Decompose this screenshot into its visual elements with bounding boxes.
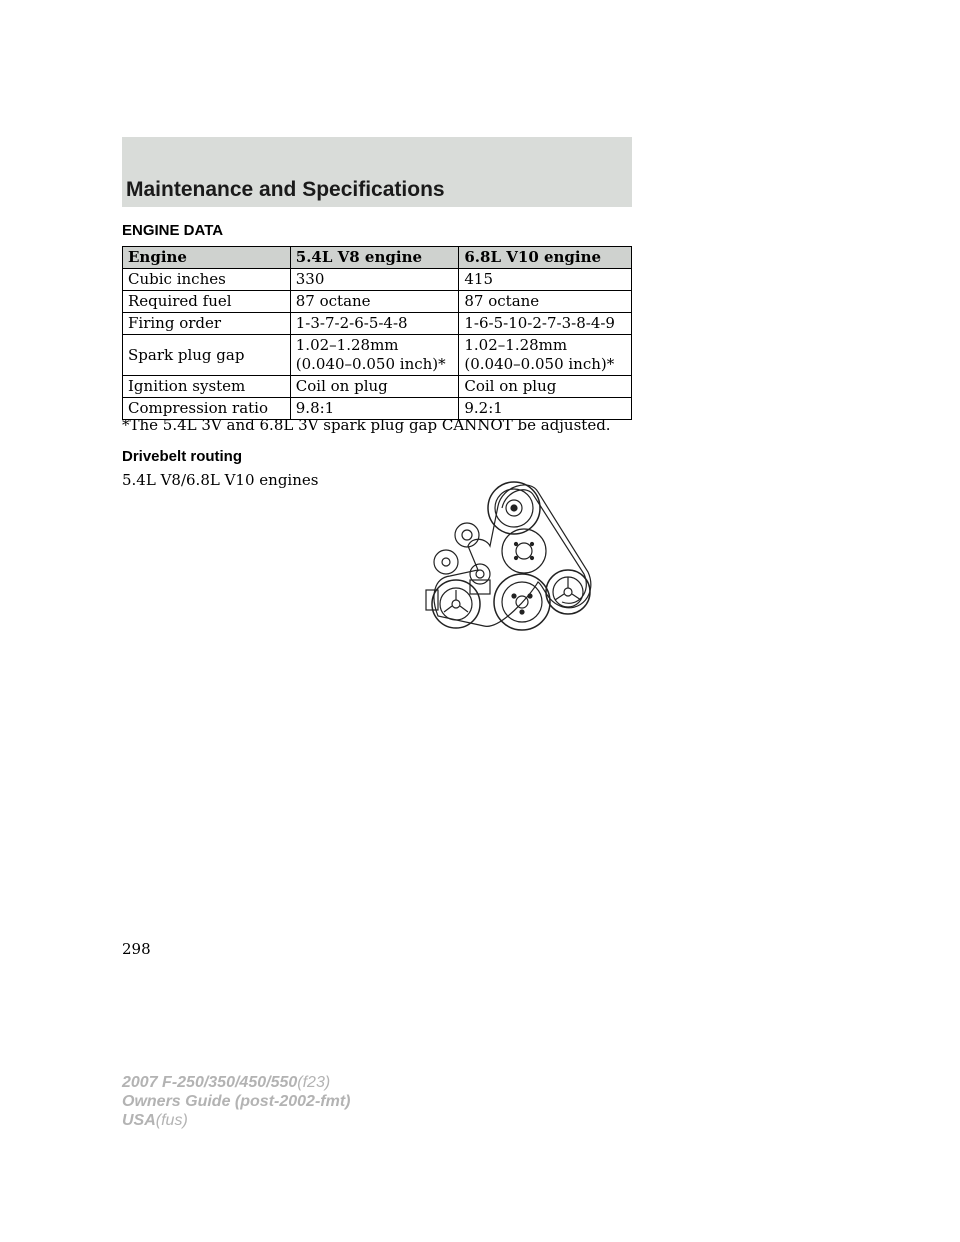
table-row	[123, 313, 632, 335]
table-cell: 415	[459, 269, 632, 291]
table-cell: Required fuel	[123, 291, 291, 313]
table-cell: Ignition system	[123, 376, 291, 398]
drivebelt-caption: 5.4L V8/6.8L V10 engines	[122, 471, 319, 489]
table-cell: 1-6-5-10-2-7-3-8-4-9	[459, 313, 632, 335]
table-cell: Coil on plug	[290, 376, 459, 398]
table-cell: 330	[290, 269, 459, 291]
table-header-row	[123, 247, 632, 269]
drivebelt-title: Drivebelt routing	[122, 448, 243, 465]
table-cell: Compression ratio	[123, 398, 291, 420]
table-row	[123, 376, 632, 398]
table-header-cell: 6.8L V10 engine	[459, 247, 632, 269]
table-cell: 9.2:1	[459, 398, 632, 420]
table-cell: 87 octane	[290, 291, 459, 313]
table-cell: Firing order	[123, 313, 291, 335]
left-pulley	[434, 550, 458, 574]
footer-model-code: (f23)	[297, 1074, 331, 1091]
footnote: *The 5.4L 3V and 6.8L 3V spark plug gap CANNOT be adjusted.	[122, 416, 611, 434]
table-row	[123, 291, 632, 313]
table-cell: Spark plug gap	[123, 335, 291, 376]
footer-line	[122, 1073, 350, 1092]
gap-imperial: (0.040–0.050 inch)*	[464, 355, 615, 373]
table-cell: 9.8:1	[290, 398, 459, 420]
table-row	[123, 269, 632, 291]
table-header-cell: 5.4L V8 engine	[290, 247, 459, 269]
table-cell: 1-3-7-2-6-5-4-8	[290, 313, 459, 335]
section-title: ENGINE DATA	[122, 222, 224, 239]
table-cell: Cubic inches	[123, 269, 291, 291]
engine-data-table	[122, 246, 632, 420]
footer-market-code: (fus)	[155, 1112, 188, 1129]
page-number: 298	[122, 940, 151, 958]
footer-model: 2007 F-250/350/450/550	[122, 1074, 298, 1091]
table-row	[123, 335, 632, 376]
table-cell	[290, 335, 459, 376]
drivebelt-diagram	[420, 466, 626, 638]
table-cell	[459, 335, 632, 376]
water-pump-pulley	[502, 529, 546, 573]
footer-line	[122, 1111, 350, 1130]
table-cell: Coil on plug	[459, 376, 632, 398]
gap-metric: 1.02–1.28mm	[464, 336, 568, 354]
gap-metric: 1.02–1.28mm	[295, 336, 399, 354]
footer-market: USA	[122, 1112, 156, 1129]
compressor-pulley	[432, 580, 480, 628]
idler-pulley	[455, 523, 479, 547]
footer	[122, 1073, 350, 1130]
footer-line: Owners Guide (post-2002-fmt)	[122, 1093, 351, 1110]
table-header-cell: Engine	[123, 247, 291, 269]
table-cell: 87 octane	[459, 291, 632, 313]
tensioner-pulley	[470, 564, 490, 584]
page-title: Maintenance and Specifications	[126, 178, 445, 201]
gap-imperial: (0.040–0.050 inch)*	[295, 355, 446, 373]
